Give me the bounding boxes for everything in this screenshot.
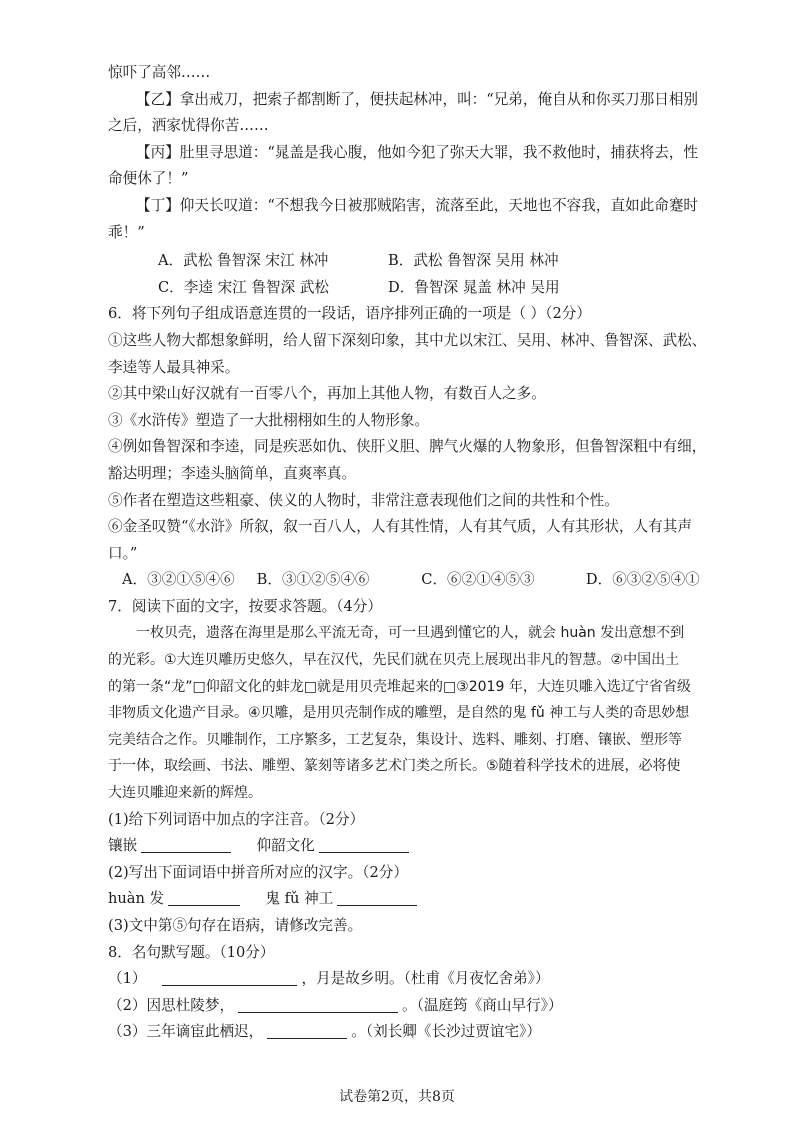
q6-sentence: 口。” [108, 544, 138, 562]
word-label: 鬼 fǔ 神工 [265, 890, 334, 908]
item-number: （1） [108, 970, 147, 988]
q6-sentence: 豁达明理；李逵头脑简单，直爽率真。 [108, 464, 357, 482]
answer-blank[interactable] [162, 969, 297, 986]
q7-sub2: (2)写出下面词语中拼音所对应的汉字。（2分） [108, 863, 408, 881]
page-footer: 试卷第2页，共8页 [339, 1089, 455, 1105]
text-line: 【丁】仰天长叹道：“不想我今日被那贼陷害，流落至此，天地也不容我，直如此命蹇时 [136, 196, 699, 214]
q7-sub1: (1)给下列词语中加点的字注音。（2分） [108, 810, 365, 828]
text-line: 【乙】拿出戒刀，把索子都割断了，便扶起林冲，叫：“兄弟，俺自从和你买刀那日相别 [136, 90, 699, 108]
q8-item-3 [108, 1019, 724, 1046]
word-label: 仰韶文化 [256, 837, 315, 855]
text-line: 乖！” [108, 223, 145, 241]
q6-stem: 6．将下列句子组成语意连贯的一段话，语序排列正确的一项是（ ）（2分） [108, 305, 591, 323]
q6-sentence: ①这些人物大都想象鲜明，给人留下深刻印象，其中尤以宋江、吴用、林冲、鲁智深、武松、 [108, 331, 707, 349]
answer-blank[interactable] [141, 836, 231, 853]
answer-blank[interactable] [267, 1022, 347, 1039]
q5-options-row-2 [108, 275, 724, 302]
q8-item-1 [108, 966, 724, 993]
q5-option-c[interactable]: C．李逵 宋江 鲁智深 武松 [158, 278, 330, 296]
q5-option-d[interactable]: D．鲁智深 晁盖 林冲 吴用 [388, 278, 560, 296]
item-text: ，月是故乡明。（杜甫《月夜忆舍弟》） [301, 970, 550, 988]
q6-options [108, 567, 724, 594]
word-label: huàn 发 [108, 890, 165, 908]
text-line: 【丙】肚里寻思道：“晁盖是我心腹，他如今犯了弥天大罪，我不救他时，捕获将去，性 [136, 143, 699, 161]
q6-sentence: 李逵等人最具神采。 [108, 358, 240, 376]
q6-option-d[interactable]: D．⑥③②⑤④① [585, 571, 700, 589]
q7-passage-line: 非物质文化遗产目录。④贝雕，是用贝壳制作成的雕塑，是自然的鬼 fǔ 神工与人类的奇思妙想 [108, 705, 690, 722]
q7-passage-line: 的光彩。①大连贝雕历史悠久，早在汉代，先民们就在贝壳上展现出非凡的智慧。②中国出土 [108, 652, 680, 669]
text-line: 命便休了！” [108, 170, 189, 188]
q6-sentence: ④例如鲁智深和李逵，同是疾恶如仇、侠肝义胆、脾气火爆的人物象形，但鲁智深粗中有细， [108, 438, 707, 456]
q7-passage-line: 一枚贝壳，遗落在海里是那么平流无奇，可一旦遇到懂它的人，就会 huàn 发出意想不到 [136, 625, 685, 642]
q7-sub1-blanks [108, 833, 724, 860]
item-text: （3）三年谪宦此栖迟， [108, 1023, 264, 1041]
q7-sub2-blanks [108, 886, 724, 913]
q7-passage-line: 于一体，取绘画、书法、雕塑、篆刻等诸多艺术门类之所长。⑤随着科学技术的进展，必将使 [108, 758, 681, 775]
q8-item-2 [108, 993, 724, 1020]
q6-sentence: ③《水浒传》塑造了一大批栩栩如生的人物形象。 [108, 411, 430, 429]
text-line: 惊吓了高邻…… [108, 64, 211, 81]
answer-blank[interactable] [337, 889, 417, 906]
q5-option-a[interactable]: A．武松 鲁智深 宋江 林冲 [158, 252, 329, 270]
item-text: 。（刘长卿《长沙过贾谊宅》） [351, 1023, 541, 1041]
answer-blank[interactable] [319, 836, 409, 853]
item-text: （2）因思杜陵梦， [108, 996, 235, 1014]
q5-option-b[interactable]: B．武松 鲁智深 吴用 林冲 [388, 252, 559, 270]
q6-sentence: ⑤作者在塑造这些粗豪、侠义的人物时，非常注意表现他们之间的共性和个性。 [108, 491, 619, 509]
word-label: 镶嵌 [108, 837, 138, 855]
q6-option-a[interactable]: A．③②①⑤④⑥ [122, 571, 235, 589]
q5-options-row-1 [108, 248, 724, 275]
item-text: 。（温庭筠《商山早行》） [402, 996, 563, 1014]
q6-sentence: ⑥金圣叹赞“《水浒》所叙，叙一百八人，人有其性情，人有其气质，人有其形状，人有其声 [108, 518, 692, 536]
q7-passage-line: 大连贝雕迎来新的辉煌。 [108, 785, 262, 802]
q7-passage-line: 完美结合之作。贝雕制作，工序繁多，工艺复杂，集设计、选料、雕刻、打磨、镶嵌、塑形等 [108, 731, 682, 748]
q6-sentence: ②其中梁山好汉就有一百零八个，再加上其他人物，有数百人之多。 [108, 385, 546, 403]
q7-stem: 7．阅读下面的文字，按要求答题。（4分） [108, 597, 382, 615]
q7-passage-line: 的第一条“龙”□仰韶文化的蚌龙□就是用贝壳堆起来的□③2019 年，大连贝雕入选辽宁省省级 [108, 678, 691, 695]
q7-sub3: (3)文中第⑤句存在语病，请修改完善。 [108, 917, 363, 934]
q6-option-c[interactable]: C．⑥②①④⑤③ [421, 571, 535, 589]
q8-stem: 8．名句默写题。（10分） [108, 943, 275, 961]
q6-option-b[interactable]: B．③①②⑤④⑥ [256, 571, 370, 589]
answer-blank[interactable] [168, 889, 240, 906]
answer-blank[interactable] [238, 996, 398, 1013]
text-line: 之后，洒家忧得你苦…… [108, 117, 269, 135]
